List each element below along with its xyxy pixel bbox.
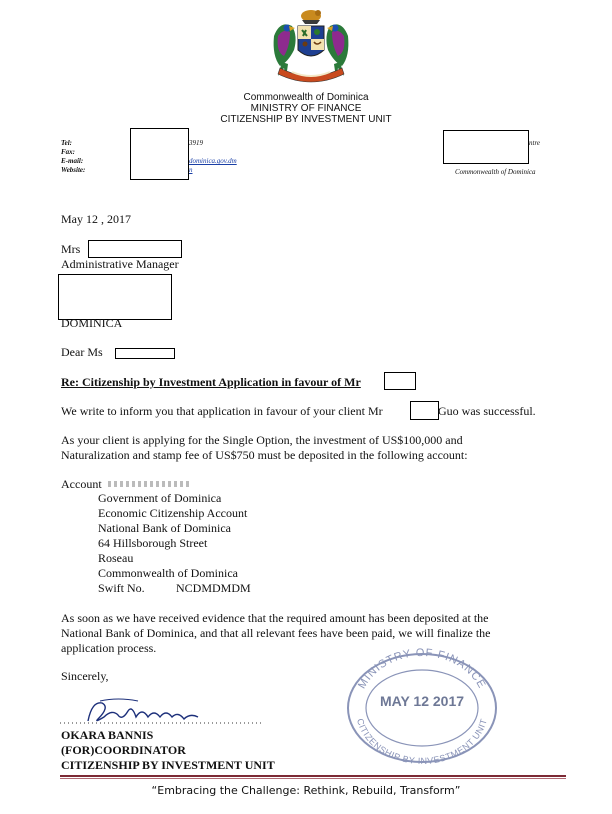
subject-line: Re: Citizenship by Investment Application in favour of Mr xyxy=(61,375,361,389)
para3-line3: application process. xyxy=(61,641,157,655)
redaction-greeting-name xyxy=(115,348,175,359)
redaction-address-box xyxy=(443,130,529,164)
account-line-4: 64 Hillsborough Street xyxy=(98,536,208,550)
tel-partial: 3919 xyxy=(189,139,203,147)
redaction-recipient-name xyxy=(88,240,182,258)
recipient-prefix: Mrs xyxy=(61,242,81,256)
account-line-3: National Bank of Dominica xyxy=(98,521,231,535)
para1-end: Guo was successful. xyxy=(438,404,536,418)
swift-value: NCDMDMDM xyxy=(176,581,251,595)
recipient-title: Administrative Manager xyxy=(61,257,179,271)
redaction-account-number xyxy=(108,481,190,487)
account-line-6: Commonwealth of Dominica xyxy=(98,566,238,580)
para2-line2: Naturalization and stamp fee of US$750 must be deposited in the following account: xyxy=(61,448,468,462)
ministry-date-stamp xyxy=(342,648,502,766)
account-label: Account xyxy=(61,477,102,491)
para3-line1: As soon as we have received evidence that the required amount has been deposited at the xyxy=(61,611,489,625)
address-country: Commonwealth of Dominica xyxy=(455,168,536,176)
dominica-coat-of-arms xyxy=(262,6,360,86)
footer-motto: “Embracing the Challenge: Rethink, Rebuild, Transform” xyxy=(151,784,461,797)
website-link[interactable]: n xyxy=(189,166,193,174)
header-country: Commonwealth of Dominica xyxy=(243,92,369,103)
footer-rule xyxy=(60,775,566,777)
stamp-date: MAY 12 2017 xyxy=(379,693,465,709)
stamp-top-text: MINISTRY OF FINANCE xyxy=(356,648,488,691)
recipient-country: DOMINICA xyxy=(61,316,123,330)
redaction-client-name xyxy=(410,401,439,420)
footer-rule-thin xyxy=(60,778,566,779)
para2-line1: As your client is applying for the Single Option, the investment of US$100,000 and xyxy=(61,433,463,447)
email-label: E-mail: xyxy=(61,157,84,165)
website-label: Website: xyxy=(61,166,86,174)
account-line-1: Government of Dominica xyxy=(98,491,222,505)
header-unit: CITIZENSHIP BY INVESTMENT UNIT xyxy=(220,114,392,125)
redaction-subject-name xyxy=(384,372,416,390)
para3-line2: National Bank of Dominica, and that all relevant fees have been paid, we will finalize the xyxy=(61,626,491,640)
closing: Sincerely, xyxy=(61,669,109,683)
redaction-recipient-company xyxy=(58,274,172,320)
tel-label: Tel: xyxy=(61,139,73,147)
redaction-contact-box xyxy=(130,128,189,180)
handwritten-signature xyxy=(58,695,268,727)
letter-date: May 12 , 2017 xyxy=(61,212,131,226)
greeting: Dear Ms xyxy=(61,345,103,359)
header-ministry: MINISTRY OF FINANCE xyxy=(250,103,362,114)
address-partial: ntre xyxy=(529,139,541,147)
signatory-role: (FOR)COORDINATOR xyxy=(61,743,186,757)
account-line-5: Roseau xyxy=(98,551,134,565)
signatory-name: OKARA BANNIS xyxy=(61,728,154,742)
signatory-unit: CITIZENSHIP BY INVESTMENT UNIT xyxy=(61,758,275,772)
svg-text:CITIZENSHIP BY INVESTMENT UNIT xyxy=(355,717,489,766)
fax-label: Fax: xyxy=(61,148,75,156)
swift-label: Swift No. xyxy=(98,581,145,595)
para1-text: We write to inform you that application in favour of your client Mr xyxy=(61,404,383,418)
email-link[interactable]: dominica.gov.dm xyxy=(189,157,237,165)
stamp-bottom-text: CITIZENSHIP BY INVESTMENT UNIT xyxy=(355,717,489,766)
account-line-2: Economic Citizenship Account xyxy=(98,506,248,520)
